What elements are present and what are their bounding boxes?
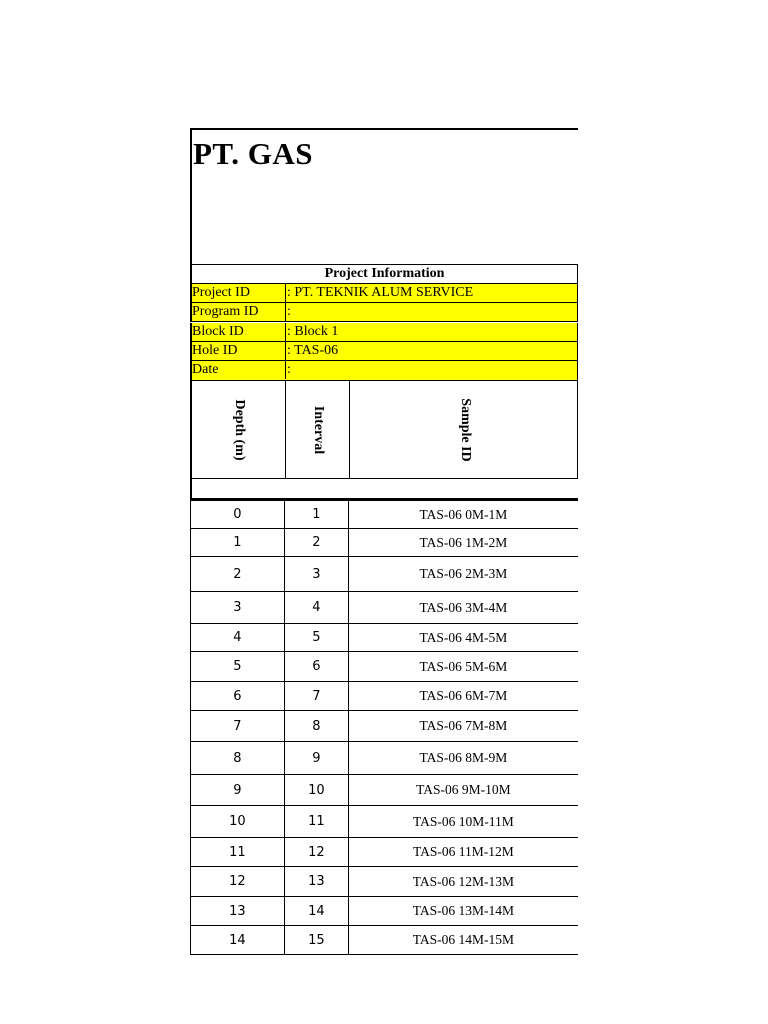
sample-id-cell: TAS-06 9M-10M xyxy=(348,775,578,806)
info-label: Block ID xyxy=(192,323,286,341)
sample-id-cell: TAS-06 6M-7M xyxy=(348,682,578,711)
depth-cell: 4 xyxy=(191,624,285,652)
table-row xyxy=(191,557,579,592)
interval-cell: 14 xyxy=(284,897,348,926)
depth-cell: 9 xyxy=(191,775,285,806)
table-row xyxy=(191,897,579,926)
depth-cell: 14 xyxy=(191,926,285,955)
table-row xyxy=(191,501,579,529)
info-value: : Block 1 xyxy=(287,324,339,339)
interval-cell: 2 xyxy=(284,529,348,557)
depth-cell: 13 xyxy=(191,897,285,926)
interval-cell: 15 xyxy=(284,926,348,955)
table-row xyxy=(191,529,579,557)
column-header-label: Depth (m) xyxy=(231,398,247,461)
sample-id-cell: TAS-06 4M-5M xyxy=(348,624,578,652)
company-name: PT. GAS xyxy=(193,136,314,171)
table-row xyxy=(191,867,579,897)
info-label: Date xyxy=(192,361,286,379)
sample-id-cell: TAS-06 12M-13M xyxy=(348,867,578,897)
table-row xyxy=(191,926,579,955)
table-row xyxy=(191,838,579,867)
interval-cell: 6 xyxy=(284,652,348,682)
sample-id-cell: TAS-06 2M-3M xyxy=(348,557,578,592)
info-row-date xyxy=(190,361,578,381)
sample-id-cell: TAS-06 14M-15M xyxy=(348,926,578,955)
depth-cell: 1 xyxy=(191,529,285,557)
sample-id-cell: TAS-06 1M-2M xyxy=(348,529,578,557)
sample-table xyxy=(190,500,578,955)
title-block xyxy=(190,128,578,264)
table-row xyxy=(191,806,579,838)
interval-cell: 12 xyxy=(284,838,348,867)
column-header-interval xyxy=(286,381,350,478)
sample-id-cell: TAS-06 0M-1M xyxy=(348,501,578,529)
table-row xyxy=(191,682,579,711)
interval-cell: 5 xyxy=(284,624,348,652)
column-header-sample-id xyxy=(350,381,579,478)
info-row-block-id xyxy=(190,323,578,342)
interval-cell: 13 xyxy=(284,867,348,897)
depth-cell: 6 xyxy=(191,682,285,711)
depth-cell: 0 xyxy=(191,501,285,529)
depth-cell: 7 xyxy=(191,711,285,742)
interval-cell: 8 xyxy=(284,711,348,742)
interval-cell: 11 xyxy=(284,806,348,838)
sample-id-cell: TAS-06 5M-6M xyxy=(348,652,578,682)
depth-cell: 11 xyxy=(191,838,285,867)
interval-cell: 3 xyxy=(284,557,348,592)
interval-cell: 10 xyxy=(284,775,348,806)
column-header-depth xyxy=(192,381,286,478)
table-row xyxy=(191,775,579,806)
sample-id-cell: TAS-06 10M-11M xyxy=(348,806,578,838)
depth-cell: 12 xyxy=(191,867,285,897)
project-info-header: Project Information xyxy=(190,264,578,284)
info-value: : PT. TEKNIK ALUM SERVICE xyxy=(287,285,474,300)
info-value: : TAS-06 xyxy=(287,343,339,358)
table-row xyxy=(191,711,579,742)
depth-cell: 3 xyxy=(191,592,285,624)
table-row xyxy=(191,742,579,775)
info-label: Program ID xyxy=(192,303,286,321)
header-spacer-row xyxy=(190,479,578,500)
info-row-program-id xyxy=(190,303,578,322)
interval-cell: 4 xyxy=(284,592,348,624)
sample-id-cell: TAS-06 3M-4M xyxy=(348,592,578,624)
info-label: Hole ID xyxy=(192,342,286,360)
table-row xyxy=(191,624,579,652)
info-row-hole-id xyxy=(190,342,578,361)
interval-cell: 7 xyxy=(284,682,348,711)
sample-id-cell: TAS-06 13M-14M xyxy=(348,897,578,926)
interval-cell: 9 xyxy=(284,742,348,775)
depth-cell: 8 xyxy=(191,742,285,775)
column-header-label: Interval xyxy=(310,405,326,454)
table-row xyxy=(191,592,579,624)
depth-cell: 10 xyxy=(191,806,285,838)
column-header-row xyxy=(190,381,578,479)
depth-cell: 2 xyxy=(191,557,285,592)
info-value: : xyxy=(287,304,291,319)
interval-cell: 1 xyxy=(284,501,348,529)
info-label: Project ID xyxy=(192,284,286,302)
sample-id-cell: TAS-06 7M-8M xyxy=(348,711,578,742)
info-row-project-id xyxy=(190,284,578,303)
column-header-label: Sample ID xyxy=(457,397,473,462)
info-value: : xyxy=(287,362,291,377)
table-row xyxy=(191,652,579,682)
sample-id-cell: TAS-06 8M-9M xyxy=(348,742,578,775)
sample-id-cell: TAS-06 11M-12M xyxy=(348,838,578,867)
depth-cell: 5 xyxy=(191,652,285,682)
